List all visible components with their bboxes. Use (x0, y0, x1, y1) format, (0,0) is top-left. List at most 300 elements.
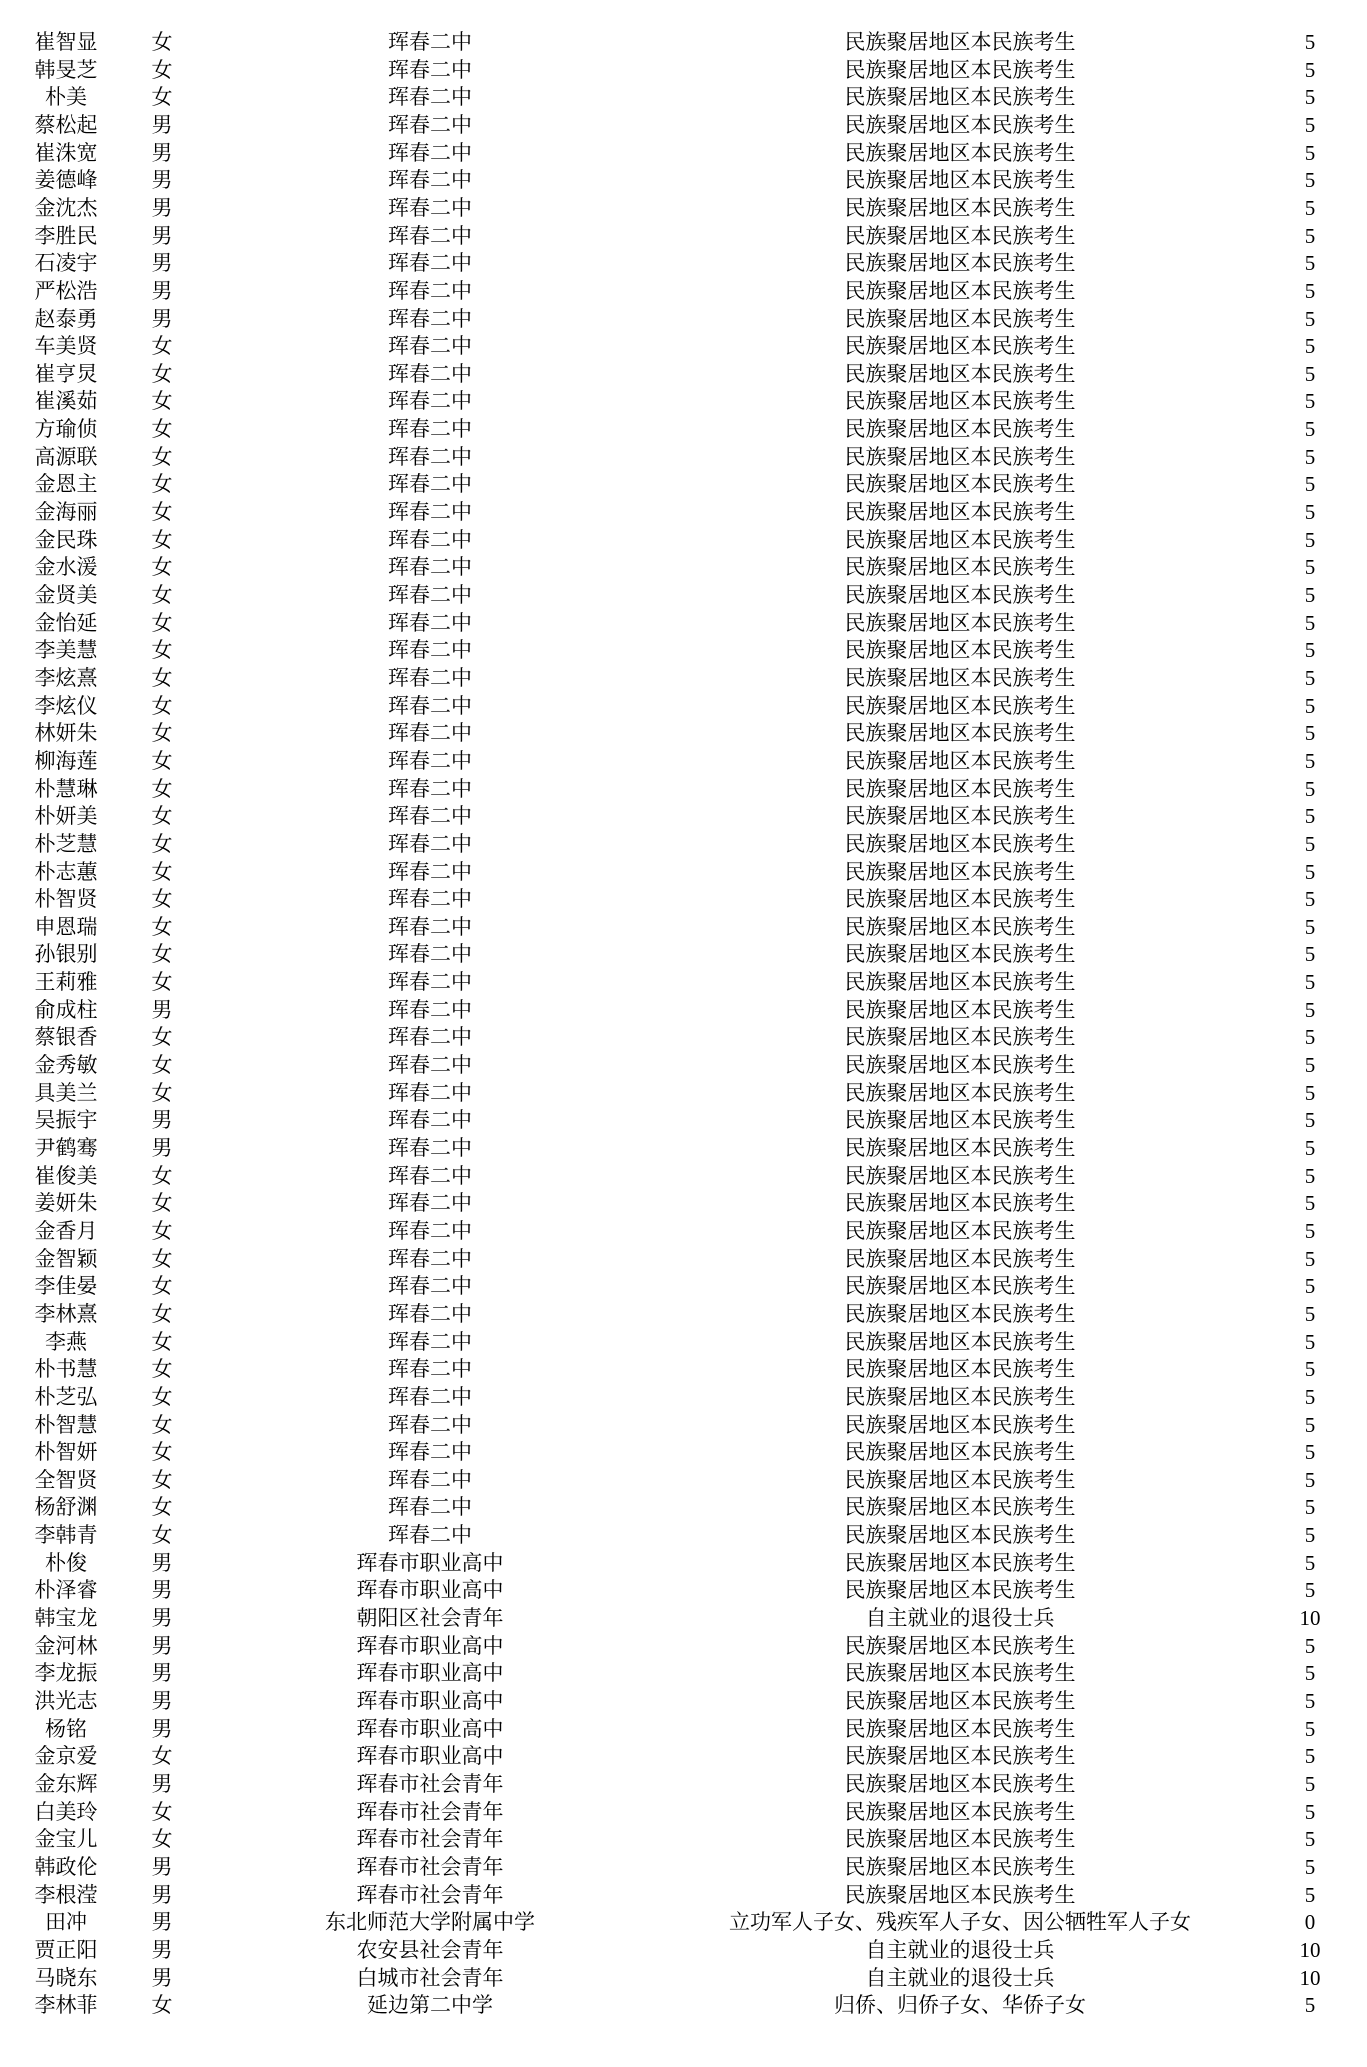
candidate-name: 贾正阳 (34, 1937, 98, 1962)
candidate-name: 朴慧琳 (34, 776, 98, 801)
school: 珲春二中 (388, 527, 472, 552)
table-row (0, 886, 1367, 913)
candidate-name: 王莉雅 (34, 970, 98, 995)
candidate-name: 白美玲 (34, 1799, 98, 1824)
bonus-points: 5 (1304, 223, 1316, 248)
gender: 女 (151, 555, 173, 580)
gender: 男 (151, 1882, 173, 1907)
school: 珲春二中 (388, 665, 472, 690)
gender: 女 (151, 1163, 173, 1188)
candidate-name: 林妍朱 (34, 721, 98, 746)
candidate-name: 金恩主 (34, 472, 98, 497)
bonus-category: 民族聚居地区本民族考生 (844, 721, 1076, 746)
gender: 女 (151, 1993, 173, 2018)
table-row (0, 610, 1367, 637)
bonus-category: 民族聚居地区本民族考生 (844, 1080, 1076, 1105)
school: 延边第二中学 (367, 1993, 493, 2018)
school: 珲春二中 (388, 1384, 472, 1409)
bonus-points: 5 (1304, 970, 1316, 995)
bonus-points: 5 (1304, 555, 1316, 580)
table-row (0, 776, 1367, 803)
school: 珲春二中 (388, 997, 472, 1022)
gender: 男 (151, 1578, 173, 1603)
candidate-name: 马晓东 (34, 1965, 98, 1990)
gender: 女 (151, 583, 173, 607)
candidate-name: 石凌宇 (34, 251, 98, 276)
bonus-category: 民族聚居地区本民族考生 (844, 1716, 1076, 1741)
bonus-points: 5 (1304, 583, 1316, 607)
table-row (0, 637, 1367, 664)
bonus-category: 民族聚居地区本民族考生 (844, 693, 1076, 718)
bonus-category: 民族聚居地区本民族考生 (844, 472, 1076, 497)
candidate-name: 崔洙宽 (34, 140, 98, 165)
table-row (0, 1024, 1367, 1051)
gender: 男 (151, 1910, 173, 1935)
bonus-category: 民族聚居地区本民族考生 (844, 168, 1076, 193)
gender: 男 (151, 1633, 173, 1658)
bonus-points: 5 (1304, 361, 1316, 386)
gender: 男 (151, 1136, 173, 1160)
school: 珲春市职业高中 (356, 1578, 504, 1603)
bonus-points: 5 (1304, 1163, 1316, 1188)
candidate-name: 金秀敏 (34, 1053, 98, 1078)
school: 珲春二中 (388, 1523, 472, 1548)
bonus-category: 民族聚居地区本民族考生 (844, 1578, 1076, 1603)
bonus-points: 5 (1304, 472, 1316, 497)
school: 珲春二中 (388, 1163, 472, 1188)
gender: 男 (151, 223, 173, 248)
candidate-name: 朴芝弘 (34, 1384, 98, 1409)
table-row (0, 665, 1367, 692)
school: 珲春市职业高中 (356, 1716, 504, 1741)
school: 珲春二中 (388, 195, 472, 220)
table-row (0, 1799, 1367, 1826)
table-row (0, 195, 1367, 222)
candidate-name: 赵泰勇 (34, 306, 98, 331)
gender: 女 (151, 1053, 173, 1078)
school: 珲春二中 (388, 278, 472, 303)
table-row (0, 859, 1367, 886)
bonus-category: 民族聚居地区本民族考生 (844, 57, 1076, 82)
school: 珲春二中 (388, 748, 472, 773)
table-row (0, 969, 1367, 996)
candidate-name: 杨铭 (45, 1716, 87, 1741)
bonus-points: 5 (1304, 527, 1316, 552)
gender: 女 (151, 1191, 173, 1216)
table-row (0, 1937, 1367, 1964)
bonus-category: 民族聚居地区本民族考生 (844, 942, 1076, 967)
gender: 女 (151, 1799, 173, 1824)
candidate-name: 朴芝慧 (34, 831, 98, 856)
school: 珲春二中 (388, 1053, 472, 1078)
bonus-points: 5 (1304, 1633, 1316, 1658)
gender: 男 (151, 1771, 173, 1796)
candidate-name: 李根滢 (34, 1882, 98, 1907)
gender: 女 (151, 334, 173, 359)
gender: 男 (151, 1606, 173, 1631)
candidate-name: 姜妍朱 (34, 1191, 98, 1216)
candidate-name: 金智颖 (34, 1246, 98, 1271)
school: 珲春二中 (388, 1080, 472, 1105)
bonus-category: 民族聚居地区本民族考生 (844, 1882, 1076, 1907)
gender: 女 (151, 721, 173, 746)
bonus-category: 民族聚居地区本民族考生 (844, 195, 1076, 220)
school: 珲春市社会青年 (356, 1854, 504, 1879)
school: 珲春市职业高中 (356, 1689, 504, 1713)
table-row (0, 388, 1367, 415)
table-row (0, 1412, 1367, 1439)
school: 珲春二中 (388, 1301, 472, 1326)
candidate-name: 崔俊美 (34, 1163, 98, 1188)
school: 珲春二中 (388, 500, 472, 525)
bonus-category: 民族聚居地区本民族考生 (844, 1357, 1076, 1382)
gender: 男 (151, 1661, 173, 1686)
gender: 女 (151, 693, 173, 718)
gender: 女 (151, 804, 173, 829)
table-row (0, 306, 1367, 333)
table-row (0, 914, 1367, 941)
gender: 男 (151, 1965, 173, 1990)
bonus-category: 民族聚居地区本民族考生 (844, 112, 1076, 137)
candidate-name: 金民珠 (34, 527, 98, 552)
gender: 男 (151, 997, 173, 1022)
bonus-points: 10 (1299, 1937, 1321, 1962)
bonus-category: 民族聚居地区本民族考生 (844, 1412, 1076, 1437)
table-row (0, 57, 1367, 84)
bonus-category: 民族聚居地区本民族考生 (844, 610, 1076, 635)
bonus-category: 民族聚居地区本民族考生 (844, 914, 1076, 939)
school: 珲春二中 (388, 472, 472, 497)
bonus-points: 5 (1304, 997, 1316, 1022)
gender: 女 (151, 610, 173, 635)
gender: 女 (151, 887, 173, 912)
school: 珲春二中 (388, 1191, 472, 1216)
table-row (0, 1826, 1367, 1853)
table-row (0, 831, 1367, 858)
bonus-points: 5 (1304, 1412, 1316, 1437)
bonus-points: 5 (1304, 306, 1316, 331)
school: 珲春市职业高中 (356, 1744, 504, 1769)
gender: 女 (151, 1384, 173, 1409)
bonus-points: 5 (1304, 112, 1316, 137)
gender: 女 (151, 1357, 173, 1382)
school: 珲春二中 (388, 721, 472, 746)
gender: 女 (151, 859, 173, 884)
gender: 女 (151, 1274, 173, 1299)
school: 珲春二中 (388, 583, 472, 607)
table-row (0, 1909, 1367, 1936)
candidate-name: 尹鹤骞 (34, 1136, 98, 1160)
candidate-name: 具美兰 (34, 1080, 98, 1105)
bonus-category: 民族聚居地区本民族考生 (844, 555, 1076, 580)
candidate-name: 高源联 (34, 444, 98, 469)
bonus-category: 民族聚居地区本民族考生 (844, 1661, 1076, 1686)
bonus-points: 5 (1304, 1191, 1316, 1216)
school: 珲春市职业高中 (356, 1661, 504, 1686)
gender: 男 (151, 278, 173, 303)
bonus-category: 民族聚居地区本民族考生 (844, 1467, 1076, 1492)
candidate-name: 李韩青 (34, 1523, 98, 1548)
bonus-points: 5 (1304, 334, 1316, 359)
bonus-points: 5 (1304, 251, 1316, 276)
bonus-points: 5 (1304, 887, 1316, 912)
table-row (0, 499, 1367, 526)
candidate-name: 李林菲 (34, 1993, 98, 2018)
school: 珲春二中 (388, 168, 472, 193)
gender: 男 (151, 195, 173, 220)
candidate-name: 崔智显 (34, 30, 98, 54)
bonus-points: 5 (1304, 831, 1316, 856)
table-row (0, 1965, 1367, 1992)
gender: 女 (151, 1827, 173, 1852)
gender: 男 (151, 306, 173, 331)
bonus-category: 民族聚居地区本民族考生 (844, 859, 1076, 884)
candidate-name: 金香月 (34, 1218, 98, 1243)
table-row (0, 278, 1367, 305)
bonus-category: 民族聚居地区本民族考生 (844, 804, 1076, 829)
table-row (0, 1246, 1367, 1273)
candidate-name: 田冲 (45, 1910, 87, 1935)
candidate-name: 李胜民 (34, 223, 98, 248)
bonus-category: 民族聚居地区本民族考生 (844, 251, 1076, 276)
bonus-points: 5 (1304, 1329, 1316, 1354)
candidate-name: 韩政伦 (34, 1854, 98, 1879)
bonus-category: 归侨、归侨子女、华侨子女 (834, 1993, 1086, 2018)
school: 农安县社会青年 (356, 1937, 504, 1962)
gender: 女 (151, 527, 173, 552)
school: 珲春二中 (388, 859, 472, 884)
bonus-category: 民族聚居地区本民族考生 (844, 1274, 1076, 1299)
gender: 女 (151, 748, 173, 773)
table-row (0, 693, 1367, 720)
school: 珲春二中 (388, 1218, 472, 1243)
bonus-points: 5 (1304, 1799, 1316, 1824)
gender: 女 (151, 1301, 173, 1326)
table-row (0, 223, 1367, 250)
bonus-category: 民族聚居地区本民族考生 (844, 1771, 1076, 1796)
candidate-name: 李炫仪 (34, 693, 98, 718)
gender: 男 (151, 1937, 173, 1962)
table-row (0, 803, 1367, 830)
bonus-points: 5 (1304, 1357, 1316, 1382)
candidate-name: 朴俊 (45, 1550, 87, 1575)
bonus-points: 5 (1304, 195, 1316, 220)
bonus-points: 5 (1304, 638, 1316, 663)
school: 珲春二中 (388, 776, 472, 801)
table-row (0, 527, 1367, 554)
gender: 女 (151, 1329, 173, 1354)
candidate-name: 朴智贤 (34, 887, 98, 912)
bonus-category: 民族聚居地区本民族考生 (844, 1550, 1076, 1575)
bonus-category: 民族聚居地区本民族考生 (844, 776, 1076, 801)
table-row (0, 1218, 1367, 1245)
table-row (0, 1716, 1367, 1743)
table-row (0, 1052, 1367, 1079)
school: 珲春二中 (388, 1136, 472, 1160)
gender: 女 (151, 444, 173, 469)
bonus-points: 5 (1304, 1246, 1316, 1271)
bonus-category: 民族聚居地区本民族考生 (844, 500, 1076, 525)
bonus-points: 5 (1304, 1053, 1316, 1078)
bonus-points: 5 (1304, 610, 1316, 635)
bonus-points: 10 (1299, 1606, 1321, 1631)
candidate-name: 朴书慧 (34, 1357, 98, 1382)
candidate-name: 洪光志 (34, 1689, 98, 1713)
bonus-points: 5 (1304, 1136, 1316, 1160)
bonus-points: 5 (1304, 57, 1316, 82)
bonus-category: 民族聚居地区本民族考生 (844, 1301, 1076, 1326)
bonus-category: 民族聚居地区本民族考生 (844, 444, 1076, 469)
table-row (0, 1688, 1367, 1715)
gender: 女 (151, 1412, 173, 1437)
bonus-category: 民族聚居地区本民族考生 (844, 1053, 1076, 1078)
gender: 男 (151, 1550, 173, 1575)
school: 珲春二中 (388, 970, 472, 995)
school: 珲春二中 (388, 1467, 472, 1492)
gender: 女 (151, 942, 173, 967)
bonus-points: 5 (1304, 389, 1316, 414)
school: 珲春二中 (388, 361, 472, 386)
table-row (0, 1633, 1367, 1660)
gender: 女 (151, 389, 173, 414)
school: 珲春市社会青年 (356, 1771, 504, 1796)
school: 珲春二中 (388, 334, 472, 359)
gender: 女 (151, 57, 173, 82)
gender: 男 (151, 1854, 173, 1879)
gender: 女 (151, 831, 173, 856)
bonus-category: 民族聚居地区本民族考生 (844, 1495, 1076, 1520)
gender: 女 (151, 500, 173, 525)
bonus-category: 自主就业的退役士兵 (865, 1606, 1055, 1631)
table-row (0, 1854, 1367, 1881)
bonus-category: 立功军人子女、残疾军人子女、因公牺牲军人子女 (729, 1910, 1191, 1935)
table-row (0, 1577, 1367, 1604)
bonus-category: 民族聚居地区本民族考生 (844, 831, 1076, 856)
bonus-category: 民族聚居地区本民族考生 (844, 1218, 1076, 1243)
bonus-category: 民族聚居地区本民族考生 (844, 85, 1076, 110)
school: 东北师范大学附属中学 (325, 1910, 535, 1935)
bonus-points: 5 (1304, 1771, 1316, 1796)
school: 珲春二中 (388, 57, 472, 82)
gender: 女 (151, 970, 173, 995)
bonus-category: 民族聚居地区本民族考生 (844, 223, 1076, 248)
school: 珲春市社会青年 (356, 1799, 504, 1824)
table-row (0, 1329, 1367, 1356)
bonus-category: 民族聚居地区本民族考生 (844, 997, 1076, 1022)
table-row (0, 1190, 1367, 1217)
gender: 女 (151, 1218, 173, 1243)
bonus-category: 民族聚居地区本民族考生 (844, 1440, 1076, 1465)
bonus-points: 5 (1304, 278, 1316, 303)
candidate-name: 韩旻芝 (34, 57, 98, 82)
bonus-category: 民族聚居地区本民族考生 (844, 1108, 1076, 1133)
candidate-name: 严松浩 (34, 278, 98, 303)
school: 珲春二中 (388, 804, 472, 829)
table-row (0, 1356, 1367, 1383)
bonus-points: 5 (1304, 1550, 1316, 1575)
school: 珲春二中 (388, 610, 472, 635)
gender: 男 (151, 251, 173, 276)
bonus-points: 5 (1304, 1689, 1316, 1713)
table-row (0, 1439, 1367, 1466)
bonus-category: 民族聚居地区本民族考生 (844, 583, 1076, 607)
candidate-name: 朴泽睿 (34, 1578, 98, 1603)
school: 珲春二中 (388, 1025, 472, 1050)
candidate-name: 蔡松起 (34, 112, 98, 137)
school: 珲春二中 (388, 555, 472, 580)
bonus-category: 民族聚居地区本民族考生 (844, 1744, 1076, 1769)
school: 珲春市职业高中 (356, 1550, 504, 1575)
school: 珲春二中 (388, 30, 472, 54)
candidate-name: 朴智慧 (34, 1412, 98, 1437)
school: 珲春二中 (388, 942, 472, 967)
bonus-points: 5 (1304, 417, 1316, 442)
school: 珲春二中 (388, 1495, 472, 1520)
table-row (0, 1992, 1367, 2019)
candidate-name: 李佳晏 (34, 1274, 98, 1299)
candidate-name: 金沈杰 (34, 195, 98, 220)
bonus-category: 自主就业的退役士兵 (865, 1937, 1055, 1962)
gender: 女 (151, 1744, 173, 1769)
bonus-points: 5 (1304, 1467, 1316, 1492)
candidate-name: 方瑜侦 (34, 417, 98, 442)
table-row (0, 1882, 1367, 1909)
table-row (0, 1301, 1367, 1328)
school: 珲春二中 (388, 444, 472, 469)
candidate-name: 金京爱 (34, 1744, 98, 1769)
table-row (0, 1494, 1367, 1521)
table-row (0, 720, 1367, 747)
bonus-points: 5 (1304, 1080, 1316, 1105)
bonus-category: 民族聚居地区本民族考生 (844, 1136, 1076, 1160)
candidate-name: 车美贤 (34, 334, 98, 359)
school: 珲春二中 (388, 251, 472, 276)
table-row (0, 1080, 1367, 1107)
candidate-name: 朴智妍 (34, 1440, 98, 1465)
school: 珲春二中 (388, 417, 472, 442)
table-row (0, 1522, 1367, 1549)
gender: 女 (151, 1523, 173, 1548)
bonus-points: 5 (1304, 1993, 1316, 2018)
candidate-name: 金海丽 (34, 500, 98, 525)
bonus-points: 5 (1304, 776, 1316, 801)
school: 珲春二中 (388, 223, 472, 248)
table-row (0, 29, 1367, 56)
table-row (0, 471, 1367, 498)
bonus-category: 民族聚居地区本民族考生 (844, 1025, 1076, 1050)
table-row (0, 416, 1367, 443)
table-row (0, 1467, 1367, 1494)
bonus-points: 5 (1304, 1274, 1316, 1299)
bonus-points: 5 (1304, 1661, 1316, 1686)
candidate-name: 俞成柱 (34, 997, 98, 1022)
table-row (0, 250, 1367, 277)
table-row (0, 582, 1367, 609)
candidate-name: 崔亨炅 (34, 361, 98, 386)
bonus-points: 5 (1304, 1827, 1316, 1852)
bonus-points: 5 (1304, 1716, 1316, 1741)
gender: 男 (151, 168, 173, 193)
bonus-category: 自主就业的退役士兵 (865, 1965, 1055, 1990)
school: 珲春二中 (388, 1412, 472, 1437)
school: 珲春市社会青年 (356, 1882, 504, 1907)
school: 珲春二中 (388, 1440, 472, 1465)
table-row (0, 361, 1367, 388)
bonus-category: 民族聚居地区本民族考生 (844, 140, 1076, 165)
school: 珲春二中 (388, 1274, 472, 1299)
bonus-points: 5 (1304, 665, 1316, 690)
bonus-points: 5 (1304, 1854, 1316, 1879)
